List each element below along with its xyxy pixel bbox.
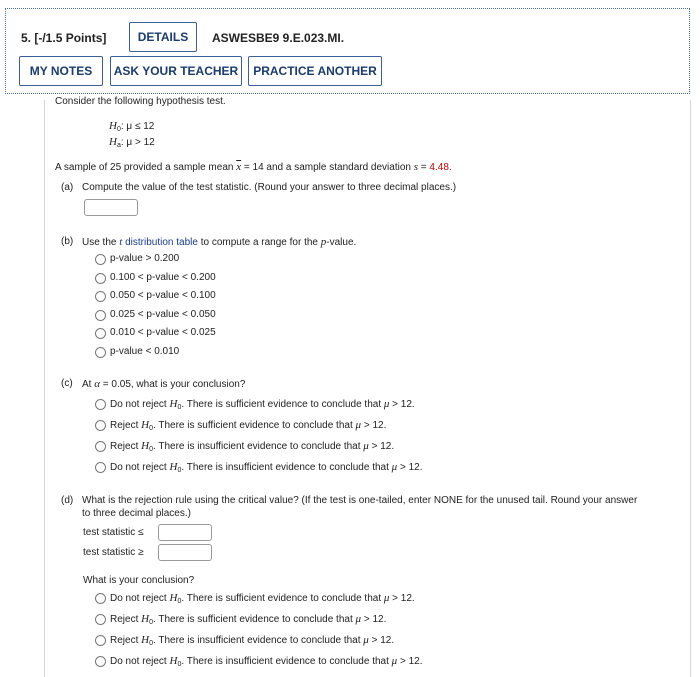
option-sub: 0 bbox=[149, 446, 153, 453]
radio-button[interactable] bbox=[95, 399, 106, 410]
option-mid: . There is sufficient evidence to conclude that bbox=[181, 593, 384, 604]
s-value: 4.48 bbox=[429, 162, 449, 173]
option-label bbox=[110, 655, 423, 668]
option-sub: 0 bbox=[149, 425, 153, 432]
ts-le-label: test statistic ≤ bbox=[83, 527, 144, 538]
p-symbol: p bbox=[320, 236, 327, 248]
option-end: > 12. bbox=[389, 593, 415, 604]
option-mid: . There is insufficient evidence to conclude that bbox=[181, 656, 392, 667]
part-b-label: (b) bbox=[61, 236, 74, 247]
option-sub: 0 bbox=[177, 661, 182, 668]
option-mid: . There is sufficient evidence to conclude that bbox=[152, 420, 356, 431]
radio-button[interactable] bbox=[95, 328, 106, 339]
radio-button[interactable] bbox=[95, 310, 106, 321]
part-b-text-pre: Use the bbox=[82, 237, 120, 248]
option-end: > 12. bbox=[397, 656, 423, 667]
ha-statement: : μ > 12 bbox=[120, 137, 155, 148]
radio-button[interactable] bbox=[95, 254, 106, 265]
option-mid: . There is insufficient evidence to conclude that bbox=[152, 635, 364, 646]
question-header bbox=[5, 8, 690, 94]
option-sub: 0 bbox=[149, 640, 153, 647]
option-pre: Do not reject bbox=[110, 593, 170, 604]
h0-statement: : μ ≤ 12 bbox=[120, 121, 155, 132]
option-mid: . There is sufficient evidence to conclude that bbox=[181, 399, 384, 410]
radio-button[interactable] bbox=[95, 635, 106, 646]
option-sub: 0 bbox=[177, 404, 182, 411]
radio-button[interactable] bbox=[95, 291, 106, 302]
option-mid: . There is sufficient evidence to conclude that bbox=[152, 614, 356, 625]
test-statistic-input[interactable] bbox=[84, 199, 138, 216]
option-pre: Do not reject bbox=[110, 462, 170, 473]
practice-another-button[interactable]: PRACTICE ANOTHER bbox=[248, 56, 382, 86]
points-label: [-/1.5 Points] bbox=[34, 31, 107, 45]
option-h: H bbox=[169, 655, 178, 667]
h0-subscript: 0 bbox=[116, 126, 121, 133]
option-label bbox=[110, 613, 386, 626]
part-b-text-post: -value. bbox=[326, 237, 357, 248]
conclusion-question: What is your conclusion? bbox=[83, 575, 195, 586]
option-h: H bbox=[141, 440, 150, 452]
option-end: > 12. bbox=[397, 462, 423, 473]
sample-description bbox=[55, 161, 452, 173]
sample-text-2: = 14 and a sample standard deviation bbox=[241, 162, 414, 173]
option-label: 0.100 < p-value < 0.200 bbox=[110, 271, 216, 283]
part-c-label: (c) bbox=[61, 378, 73, 389]
option-mu: μ bbox=[383, 398, 390, 410]
option-label bbox=[110, 419, 386, 432]
radio-button[interactable] bbox=[95, 593, 106, 604]
question-number-points bbox=[21, 31, 106, 45]
ha-subscript: a bbox=[116, 142, 121, 149]
radio-button[interactable] bbox=[95, 656, 106, 667]
option-h: H bbox=[169, 461, 178, 473]
option-mu: μ bbox=[363, 440, 369, 452]
option-pre: Do not reject bbox=[110, 656, 170, 667]
option-label bbox=[110, 440, 394, 453]
option-label bbox=[110, 461, 423, 474]
option-mu: μ bbox=[363, 634, 369, 646]
option-end: > 12. bbox=[368, 635, 395, 646]
question-number: 5. bbox=[21, 31, 32, 45]
part-d-question-line2: to three decimal places.) bbox=[82, 508, 191, 519]
option-pre: Reject bbox=[110, 420, 142, 431]
option-sub: 0 bbox=[177, 598, 182, 605]
part-c-text-post: = 0.05, what is your conclusion? bbox=[100, 379, 246, 390]
option-label bbox=[110, 592, 415, 605]
part-d-label: (d) bbox=[61, 495, 74, 506]
problem-content bbox=[44, 96, 691, 677]
sample-text-3: = bbox=[418, 162, 430, 173]
option-mu: μ bbox=[355, 419, 362, 431]
option-mid: . There is insufficient evidence to conclude that bbox=[181, 462, 392, 473]
ask-teacher-button[interactable]: ASK YOUR TEACHER bbox=[110, 56, 242, 86]
ts-le-input[interactable] bbox=[158, 524, 212, 541]
problem-intro: Consider the following hypothesis test. bbox=[55, 96, 226, 107]
option-pre: Reject bbox=[110, 614, 142, 625]
option-pre: Reject bbox=[110, 441, 142, 452]
part-b-question bbox=[82, 236, 356, 248]
option-end: > 12. bbox=[389, 399, 415, 410]
option-label: 0.050 < p-value < 0.100 bbox=[110, 290, 216, 301]
alpha-symbol: α bbox=[94, 378, 101, 390]
option-label: 0.025 < p-value < 0.050 bbox=[110, 308, 216, 320]
option-sub: 0 bbox=[149, 619, 153, 626]
option-end: > 12. bbox=[361, 420, 387, 431]
part-a-question: Compute the value of the test statistic. (Round your answer to three decimal places.) bbox=[82, 182, 457, 193]
option-end: > 12. bbox=[368, 441, 395, 452]
radio-button[interactable] bbox=[95, 420, 106, 431]
option-mu: μ bbox=[355, 613, 362, 625]
s-symbol: s bbox=[413, 161, 419, 173]
option-h: H bbox=[141, 613, 150, 625]
my-notes-button[interactable]: MY NOTES bbox=[19, 56, 103, 86]
option-label: 0.010 < p-value < 0.025 bbox=[110, 327, 216, 338]
ts-ge-label: test statistic ≥ bbox=[83, 547, 144, 558]
radio-button[interactable] bbox=[95, 273, 106, 284]
t-distribution-table-link[interactable] bbox=[119, 237, 198, 248]
option-label bbox=[110, 634, 394, 647]
radio-button[interactable] bbox=[95, 462, 106, 473]
option-h: H bbox=[169, 398, 178, 410]
part-d-question-line1: What is the rejection rule using the critical value? (If the test is one-tailed, enter NONE for the unused tail. Round your answer bbox=[82, 495, 638, 506]
option-label: p-value < 0.010 bbox=[110, 345, 180, 357]
t-symbol: t bbox=[119, 236, 123, 248]
option-pre: Do not reject bbox=[110, 399, 170, 410]
part-b-text-mid: to compute a range for the bbox=[197, 237, 321, 248]
option-mu: μ bbox=[383, 592, 390, 604]
option-end: > 12. bbox=[361, 614, 387, 625]
option-h: H bbox=[169, 592, 178, 604]
radio-button[interactable] bbox=[95, 441, 106, 452]
part-a-label: (a) bbox=[61, 182, 74, 193]
sample-text-1: A sample of 25 provided a sample mean bbox=[55, 162, 237, 173]
option-mid: . There is insufficient evidence to conclude that bbox=[152, 441, 364, 452]
option-label: p-value > 0.200 bbox=[110, 253, 180, 264]
option-mu: μ bbox=[391, 655, 398, 667]
ts-ge-input[interactable] bbox=[158, 544, 212, 561]
ha-symbol: H bbox=[109, 136, 117, 148]
link-text: distribution table bbox=[122, 237, 198, 248]
option-mu: μ bbox=[391, 461, 398, 473]
problem-code: ASWESBE9 9.E.023.MI. bbox=[212, 31, 345, 45]
part-c-question bbox=[82, 378, 245, 390]
alt-hypothesis bbox=[109, 136, 155, 149]
xbar-symbol: $\overline{x}$ bbox=[236, 161, 242, 173]
radio-button[interactable] bbox=[95, 614, 106, 625]
radio-button[interactable] bbox=[95, 347, 106, 358]
option-label bbox=[110, 398, 415, 411]
option-sub: 0 bbox=[177, 467, 182, 474]
h0-symbol: H bbox=[109, 120, 117, 132]
part-c-text-pre: At bbox=[82, 379, 95, 390]
option-pre: Reject bbox=[110, 635, 142, 646]
sample-text-4: . bbox=[448, 162, 452, 173]
option-h: H bbox=[141, 634, 150, 646]
option-h: H bbox=[141, 419, 150, 431]
details-button[interactable]: DETAILS bbox=[129, 22, 197, 52]
null-hypothesis bbox=[109, 120, 154, 133]
